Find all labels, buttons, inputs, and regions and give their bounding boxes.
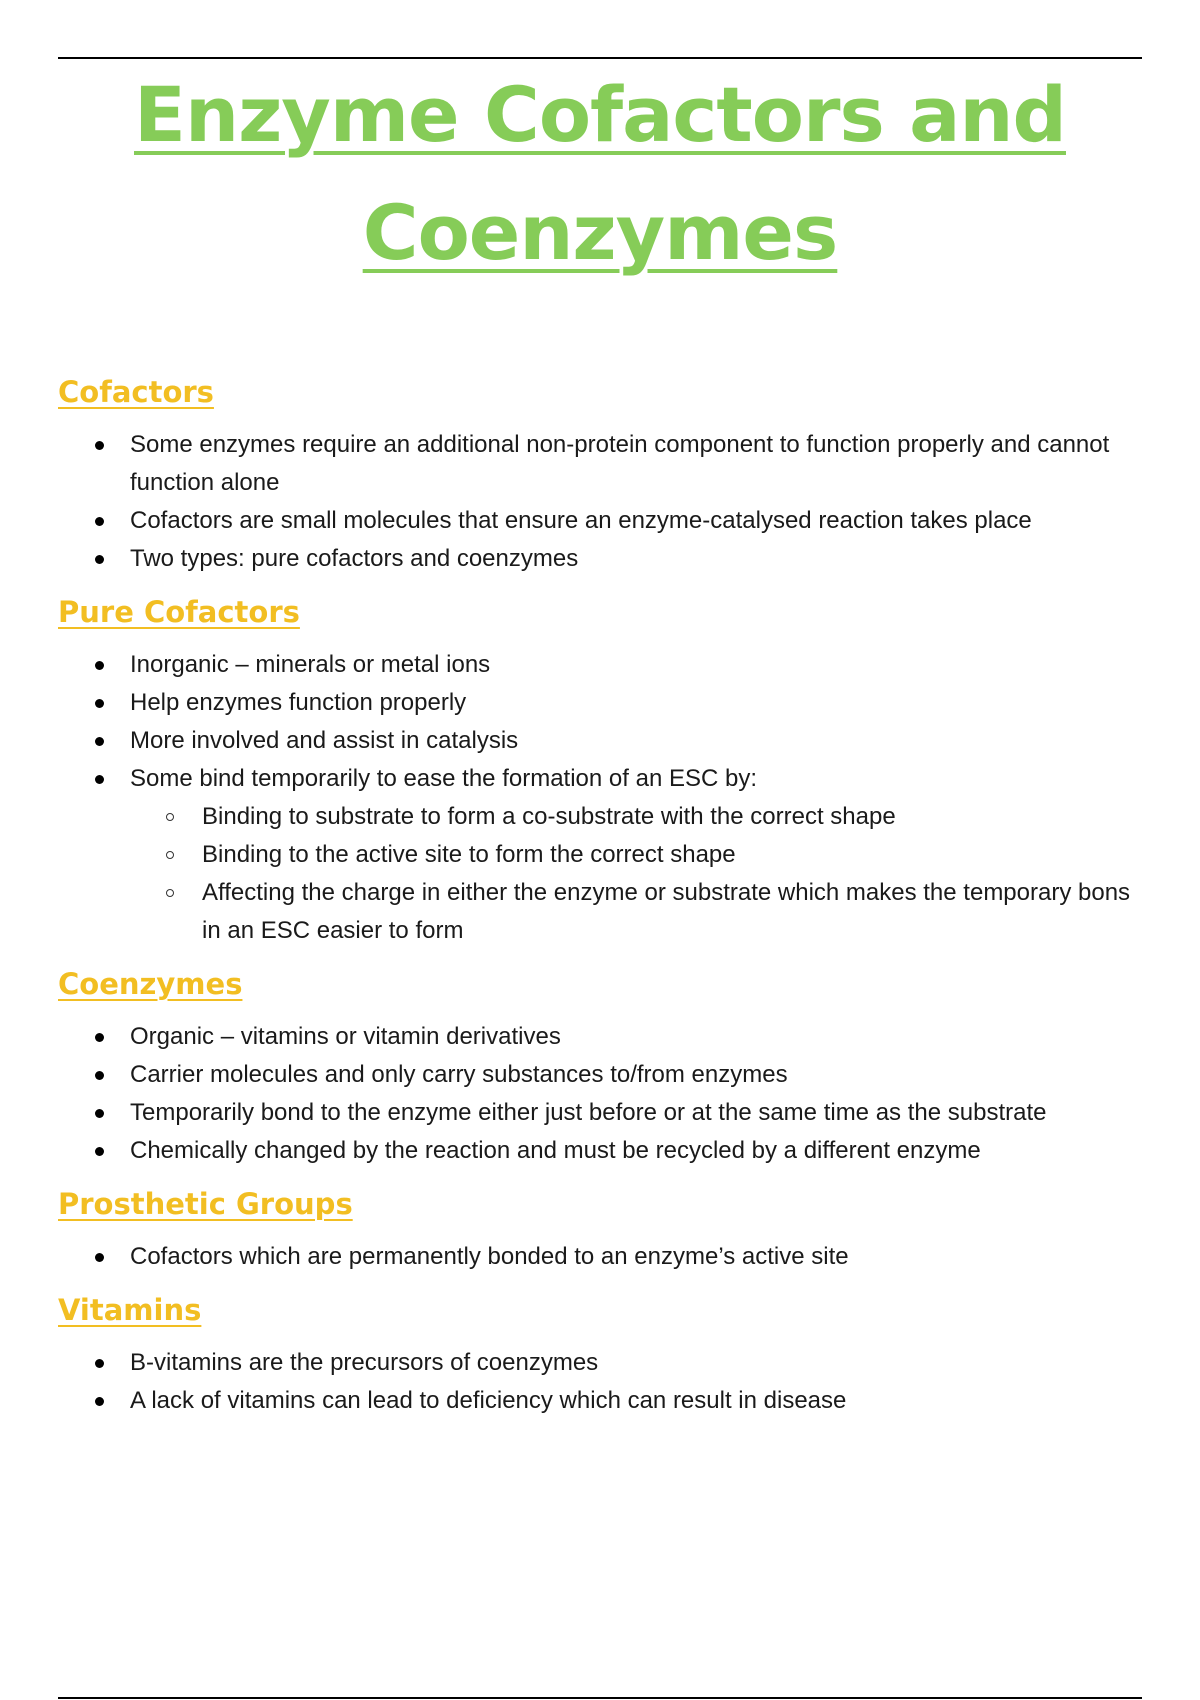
list-item: Cofactors which are permanently bonded to an enzyme’s active site: [58, 1238, 1148, 1276]
section-pure-cofactors: [58, 592, 1148, 950]
bullet-list: [58, 1018, 1148, 1170]
list-item: Temporarily bond to the enzyme either just before or at the same time as the substrate: [58, 1094, 1148, 1132]
list-item: Organic – vitamins or vitamin derivatives: [58, 1018, 1148, 1056]
list-item: Carrier molecules and only carry substances to/from enzymes: [58, 1056, 1148, 1094]
list-item: A lack of vitamins can lead to deficiency which can result in disease: [58, 1382, 1148, 1420]
list-item-text: Some bind temporarily to ease the formation of an ESC by:: [130, 765, 757, 792]
bottom-rule: [58, 1697, 1142, 1699]
title-line-2: Coenzymes: [362, 188, 838, 277]
section-heading: Pure Cofactors: [58, 595, 300, 629]
bullet-list: [58, 426, 1148, 578]
list-item: Some enzymes require an additional non-protein component to function properly and cannot function alone: [58, 426, 1148, 502]
sub-list-item: Binding to substrate to form a co-substrate with the correct shape: [130, 798, 1148, 836]
bullet-list: [58, 1238, 1148, 1276]
list-item: Inorganic – minerals or metal ions: [58, 646, 1148, 684]
section-heading: Coenzymes: [58, 967, 243, 1001]
list-item: More involved and assist in catalysis: [58, 722, 1148, 760]
bullet-list: [58, 646, 1148, 950]
list-item: Chemically changed by the reaction and must be recycled by a different enzyme: [58, 1132, 1148, 1170]
section-prosthetic-groups: [58, 1184, 1148, 1276]
sub-list-item: Binding to the active site to form the correct shape: [130, 836, 1148, 874]
section-heading: Prosthetic Groups: [58, 1187, 353, 1221]
sub-list-item: Affecting the charge in either the enzyme or substrate which makes the temporary bons in an ESC easier to form: [130, 874, 1148, 950]
section-heading: Cofactors: [58, 375, 214, 409]
document-body: [58, 372, 1148, 1434]
list-item: Help enzymes function properly: [58, 684, 1148, 722]
section-vitamins: [58, 1290, 1148, 1420]
page-title: [0, 56, 1200, 292]
section-coenzymes: [58, 964, 1148, 1170]
section-heading: Vitamins: [58, 1293, 202, 1327]
list-item: Cofactors are small molecules that ensure an enzyme-catalysed reaction takes place: [58, 502, 1148, 540]
sub-bullet-list: [130, 798, 1148, 950]
title-line-1: Enzyme Cofactors and: [134, 70, 1066, 159]
list-item: B-vitamins are the precursors of coenzymes: [58, 1344, 1148, 1382]
list-item: Two types: pure cofactors and coenzymes: [58, 540, 1148, 578]
list-item: [58, 760, 1148, 950]
section-cofactors: [58, 372, 1148, 578]
bullet-list: [58, 1344, 1148, 1420]
